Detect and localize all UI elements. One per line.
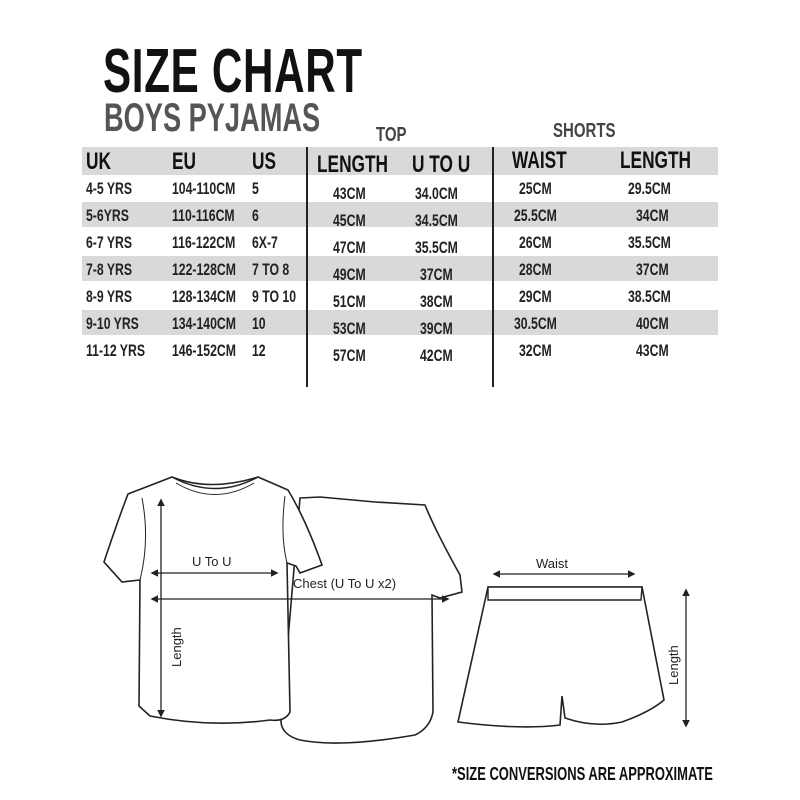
shorts-outline bbox=[458, 587, 664, 727]
cell-eu: 134-140CM bbox=[172, 314, 236, 333]
cell-u-to-u: 38CM bbox=[420, 292, 453, 311]
cell-top-length: 51CM bbox=[333, 292, 366, 311]
cell-waist: 29CM bbox=[519, 287, 552, 306]
cell-shorts-length: 35.5CM bbox=[628, 233, 671, 252]
cell-uk: 6-7 YRS bbox=[86, 233, 133, 252]
waist-label: Waist bbox=[536, 556, 569, 571]
cell-waist: 30.5CM bbox=[514, 314, 557, 333]
cell-eu: 146-152CM bbox=[172, 341, 236, 360]
page-subtitle: BOYS PYJAMAS bbox=[104, 96, 321, 140]
cell-us: 5 bbox=[252, 179, 259, 198]
u-to-u-label: U To U bbox=[192, 554, 232, 569]
header-waist: WAIST bbox=[512, 147, 567, 174]
cell-waist: 25.5CM bbox=[514, 206, 557, 225]
cell-eu: 104-110CM bbox=[172, 179, 236, 198]
cell-shorts-length: 34CM bbox=[636, 206, 669, 225]
cell-uk: 9-10 YRS bbox=[86, 314, 139, 333]
shorts-waistband bbox=[488, 587, 642, 600]
cell-eu: 122-128CM bbox=[172, 260, 236, 279]
cell-us: 12 bbox=[252, 341, 266, 360]
cell-u-to-u: 42CM bbox=[420, 346, 453, 365]
cell-shorts-length: 29.5CM bbox=[628, 179, 671, 198]
footnote: *SIZE CONVERSIONS ARE APPROXIMATE bbox=[452, 764, 713, 784]
cell-us: 7 TO 8 bbox=[252, 260, 290, 279]
cell-u-to-u: 35.5CM bbox=[415, 238, 458, 257]
tshirt-front-outline bbox=[104, 477, 322, 723]
header-shorts-length: LENGTH bbox=[620, 147, 692, 174]
cell-eu: 116-122CM bbox=[172, 233, 236, 252]
header-eu: EU bbox=[172, 148, 197, 175]
cell-us: 9 TO 10 bbox=[252, 287, 297, 306]
cell-shorts-length: 43CM bbox=[636, 341, 669, 360]
shorts-group-label: SHORTS bbox=[553, 120, 616, 142]
cell-us: 10 bbox=[252, 314, 266, 333]
cell-waist: 25CM bbox=[519, 179, 552, 198]
cell-us: 6 bbox=[252, 206, 259, 225]
cell-u-to-u: 37CM bbox=[420, 265, 453, 284]
top-length-label: Length bbox=[169, 627, 184, 667]
cell-eu: 110-116CM bbox=[172, 206, 235, 225]
cell-top-length: 57CM bbox=[333, 346, 366, 365]
cell-u-to-u: 39CM bbox=[420, 319, 453, 338]
header-top-length: LENGTH bbox=[317, 151, 389, 178]
shorts-length-label: Length bbox=[666, 645, 681, 685]
cell-eu: 128-134CM bbox=[172, 287, 236, 306]
cell-top-length: 45CM bbox=[333, 211, 366, 230]
cell-uk: 8-9 YRS bbox=[86, 287, 133, 306]
cell-waist: 28CM bbox=[519, 260, 552, 279]
cell-u-to-u: 34.5CM bbox=[415, 211, 458, 230]
header-u-to-u: U TO U bbox=[412, 151, 471, 178]
header-uk: UK bbox=[86, 148, 111, 175]
chest-label: Chest (U To U x2) bbox=[293, 576, 397, 591]
cell-uk: 11-12 YRS bbox=[86, 341, 145, 360]
cell-top-length: 47CM bbox=[333, 238, 366, 257]
top-group-label: TOP bbox=[376, 124, 407, 146]
cell-u-to-u: 34.0CM bbox=[415, 184, 458, 203]
cell-top-length: 53CM bbox=[333, 319, 366, 338]
cell-shorts-length: 38.5CM bbox=[628, 287, 671, 306]
cell-uk: 7-8 YRS bbox=[86, 260, 133, 279]
header-us: US bbox=[252, 148, 277, 175]
cell-shorts-length: 37CM bbox=[636, 260, 669, 279]
cell-uk: 5-6YRS bbox=[86, 206, 129, 225]
cell-shorts-length: 40CM bbox=[636, 314, 669, 333]
cell-waist: 32CM bbox=[519, 341, 552, 360]
cell-top-length: 43CM bbox=[333, 184, 366, 203]
page-title: SIZE CHART bbox=[103, 37, 363, 106]
cell-top-length: 49CM bbox=[333, 265, 366, 284]
cell-waist: 26CM bbox=[519, 233, 552, 252]
cell-uk: 4-5 YRS bbox=[86, 179, 133, 198]
cell-us: 6X-7 bbox=[252, 233, 278, 252]
